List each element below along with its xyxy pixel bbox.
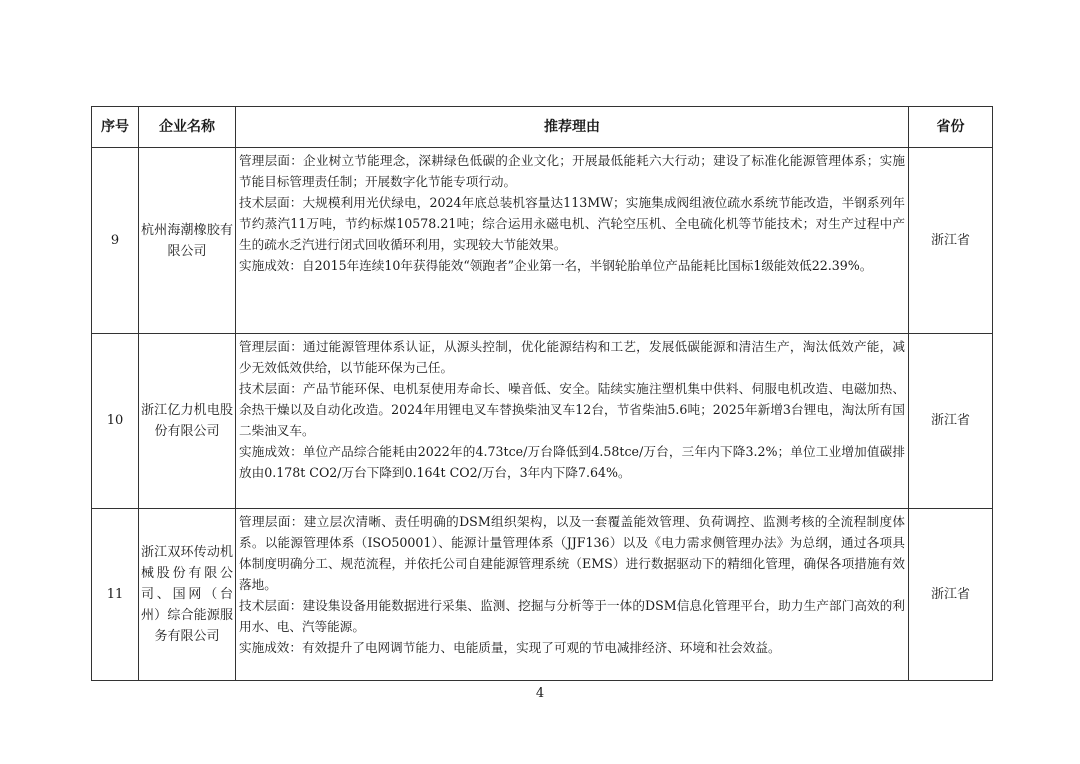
header-company-name: 企业名称 (139, 107, 236, 148)
table-row (92, 334, 993, 509)
reason-management: 管理层面：建立层次清晰、责任明确的DSM组织架构，以及一套覆盖能效管理、负荷调控、监测考核的全流程制度体系。以能源管理体系（ISO50001）、能源计量管理体系（JJF136）以及《电力需求侧管理办法》为总纲，通过各项具体制度明确分工、规范流程，并依托公司自建能源管理系统（EMS）进行数据驱动下的精细化管理，确保各项措施有效落地。 (239, 514, 905, 592)
reason-technology: 技术层面：大规模利用光伏绿电，2024年底总装机容量达113MW；实施集成阀组液位疏水系统节能改造，半钢系列年节约蒸汽11万吨，节约标煤10578.21吨；综合运用永磁电机、汽轮空压机、全电硫化机等节能技术；对生产过程中产生的疏水乏汽进行闭式回收循环利用，实现较大节能效果。 (239, 195, 905, 252)
reason-results: 实施成效：自2015年连续10年获得能效“领跑者”企业第一名，半钢轮胎单位产品能耗比国标1级能效低22.39%。 (239, 258, 873, 273)
reason-management: 管理层面：通过能源管理体系认证，从源头控制，优化能源结构和工艺，发展低碳能源和清洁生产，淘汰低效产能，减少无效低效供给，以节能环保为己任。 (239, 339, 905, 375)
company-name: 杭州海潮橡胶有限公司 (139, 148, 236, 334)
province: 浙江省 (909, 148, 993, 334)
province: 浙江省 (909, 509, 993, 681)
header-no: 序号 (92, 107, 139, 148)
row-number: 9 (92, 148, 139, 334)
company-name: 浙江亿力机电股份有限公司 (139, 334, 236, 509)
recommendation-table (91, 106, 993, 681)
province: 浙江省 (909, 334, 993, 509)
company-name: 浙江双环传动机械股份有限公司、国网（台州）综合能源服务有限公司 (139, 509, 236, 681)
reason-cell (236, 148, 909, 334)
header-reason: 推荐理由 (236, 107, 909, 148)
row-number: 11 (92, 509, 139, 681)
reason-cell (236, 509, 909, 681)
reason-management: 管理层面：企业树立节能理念，深耕绿色低碳的企业文化；开展最低能耗六大行动；建设了标准化能源管理体系；实施节能目标管理责任制；开展数字化节能专项行动。 (239, 153, 905, 189)
table-row (92, 509, 993, 681)
reason-results: 实施成效：单位产品综合能耗由2022年的4.73tce/万台降低到4.58tce/万台，三年内下降3.2%；单位工业增加值碳排放由0.178t CO2/万台下降到0.164t CO2/万台，3年内下降7.64%。 (239, 444, 905, 480)
page-number: 4 (535, 686, 545, 701)
table-row (92, 148, 993, 334)
reason-technology: 技术层面：建设集设备用能数据进行采集、监测、挖掘与分析等于一体的DSM信息化管理平台，助力生产部门高效的利用水、电、汽等能源。 (239, 598, 905, 634)
row-number: 10 (92, 334, 139, 509)
reason-technology: 技术层面：产品节能环保、电机泵使用寿命长、噪音低、安全。陆续实施注塑机集中供料、伺服电机改造、电磁加热、余热干燥以及自动化改造。2024年用锂电叉车替换柴油叉车12台，节省柴油5.6吨；2025年新增3台锂电，淘汰所有国二柴油叉车。 (239, 381, 905, 438)
reason-cell (236, 334, 909, 509)
table-header-row (92, 107, 993, 148)
header-province: 省份 (909, 107, 993, 148)
reason-results: 实施成效：有效提升了电网调节能力、电能质量，实现了可观的节电减排经济、环境和社会效益。 (239, 640, 781, 655)
